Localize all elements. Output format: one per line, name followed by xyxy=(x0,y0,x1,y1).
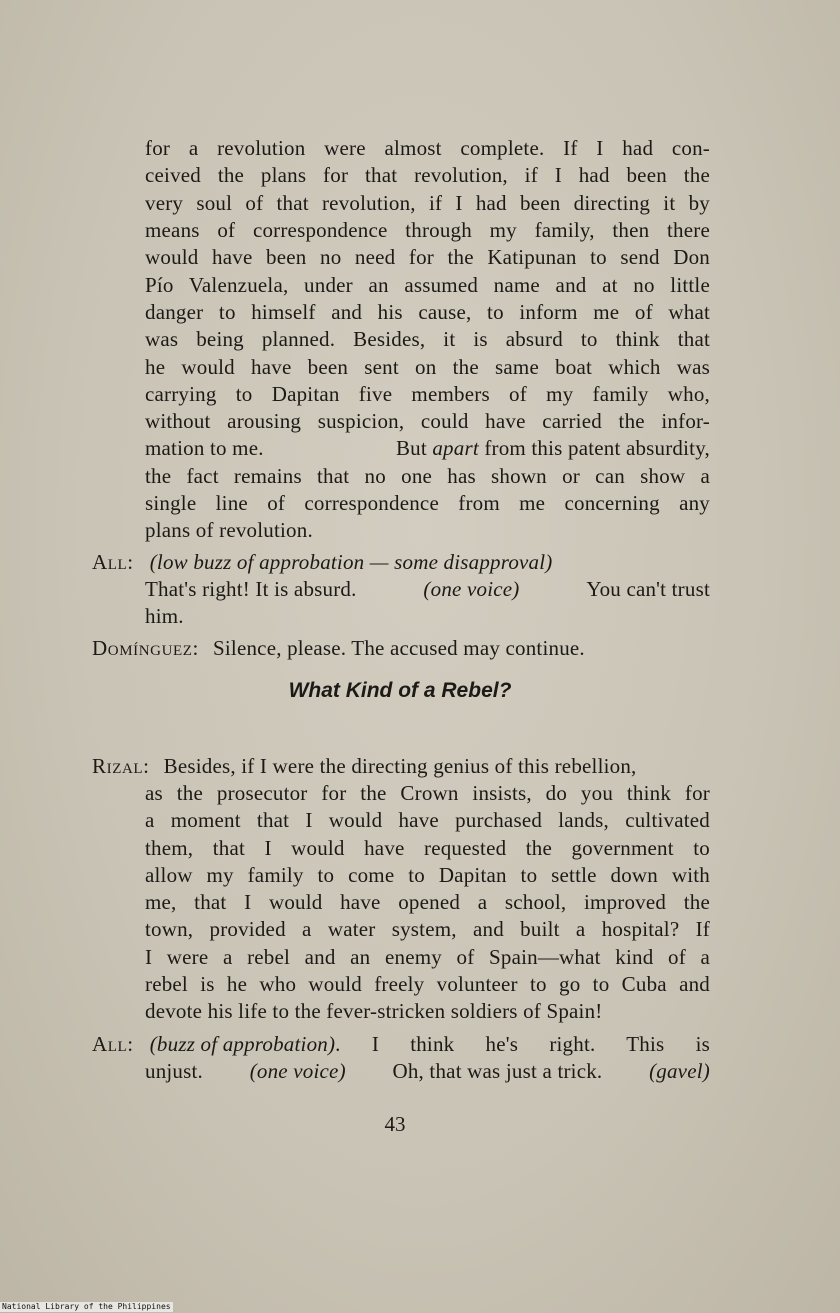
text-line: allow my family to come to Dapitan to settle down with xyxy=(145,863,710,887)
text-line: carrying to Dapitan five members of my family who, xyxy=(145,382,710,406)
speaker-label: All: xyxy=(92,1032,134,1056)
stage-direction: (gavel) xyxy=(649,1059,710,1083)
text-line: very soul of that revolution, if I had been directing it by xyxy=(145,191,710,215)
text-line: the fact remains that no one has shown or can show a xyxy=(145,464,710,488)
but-word: But xyxy=(395,436,427,460)
emphasis-word: apart xyxy=(432,436,479,460)
stage-direction: (one voice) xyxy=(423,577,520,601)
speaker-label: All: xyxy=(92,550,134,574)
stage-direction: (one voice) xyxy=(249,1059,346,1083)
text-line: him. xyxy=(145,604,184,628)
text-line: would have been no need for the Katipunan to send Don xyxy=(145,245,710,269)
text-line: he would have been sent on the same boat which was xyxy=(145,355,710,379)
text-line: I were a rebel and an enemy of Spain—what kind of a xyxy=(145,945,710,969)
dialogue-text: Besides, if I were the directing genius of this rebellion, xyxy=(163,754,637,778)
stage-direction: (buzz of approbation) xyxy=(149,1032,336,1056)
section-heading: What Kind of a Rebel? xyxy=(288,679,512,702)
speaker-label: Domínguez: xyxy=(92,636,199,660)
dialogue-text: Oh, that was just a trick. xyxy=(392,1059,603,1083)
text-line: Pío Valenzuela, under an assumed name and at no little xyxy=(145,273,710,297)
dialogue-text: You can't trust xyxy=(586,577,710,601)
dialogue-text: Silence, please. The accused may continue. xyxy=(213,636,585,660)
text-line xyxy=(145,1058,710,1085)
text-line: me, that I would have opened a school, improved the xyxy=(145,890,710,914)
text-line: without arousing suspicion, could have carried the infor- xyxy=(145,409,710,433)
speaker-label: Rizal: xyxy=(92,754,150,778)
text-line xyxy=(92,549,710,576)
text-line: as the prosecutor for the Crown insists, do you think for xyxy=(145,781,710,805)
text-segment: mation to me. xyxy=(145,436,264,460)
stage-direction: (low buzz of approbation — some disapproval) xyxy=(149,550,553,574)
text-line xyxy=(145,435,710,462)
text-segment: from this patent absurdity, xyxy=(484,436,710,460)
text-line: ceived the plans for that revolution, if I had been the xyxy=(145,163,710,187)
text-line: plans of revolution. xyxy=(145,518,313,542)
text-segment xyxy=(396,435,710,462)
text-line: them, that I would have requested the government to xyxy=(145,836,710,860)
text-line: danger to himself and his cause, to inform me of what xyxy=(145,300,710,324)
text-line: single line of correspondence from me concerning any xyxy=(145,491,710,515)
text-line: means of correspondence through my family, then there xyxy=(145,218,710,242)
dialogue-text: . I think he's right. This is xyxy=(335,1032,710,1056)
text-line: devote his life to the fever-stricken soldiers of Spain! xyxy=(145,999,603,1023)
dialogue-text: That's right! It is absurd. xyxy=(145,577,357,601)
text-line xyxy=(92,1031,710,1058)
page-number: 43 xyxy=(384,1112,406,1136)
text-line xyxy=(145,576,710,603)
text-line: for a revolution were almost complete. If I had con- xyxy=(145,136,710,160)
text-line xyxy=(92,753,710,780)
footer-credit: National Library of the Philippines xyxy=(2,1302,171,1311)
dialogue-text: unjust. xyxy=(145,1059,203,1083)
dialogue-dominguez xyxy=(92,635,585,662)
text-line: rebel is he who would freely volunteer to go to Cuba and xyxy=(145,972,710,996)
text-line: a moment that I would have purchased lands, cultivated xyxy=(145,808,710,832)
text-line: town, provided a water system, and built a hospital? If xyxy=(145,917,710,941)
text-line: was being planned. Besides, it is absurd to think that xyxy=(145,327,710,351)
